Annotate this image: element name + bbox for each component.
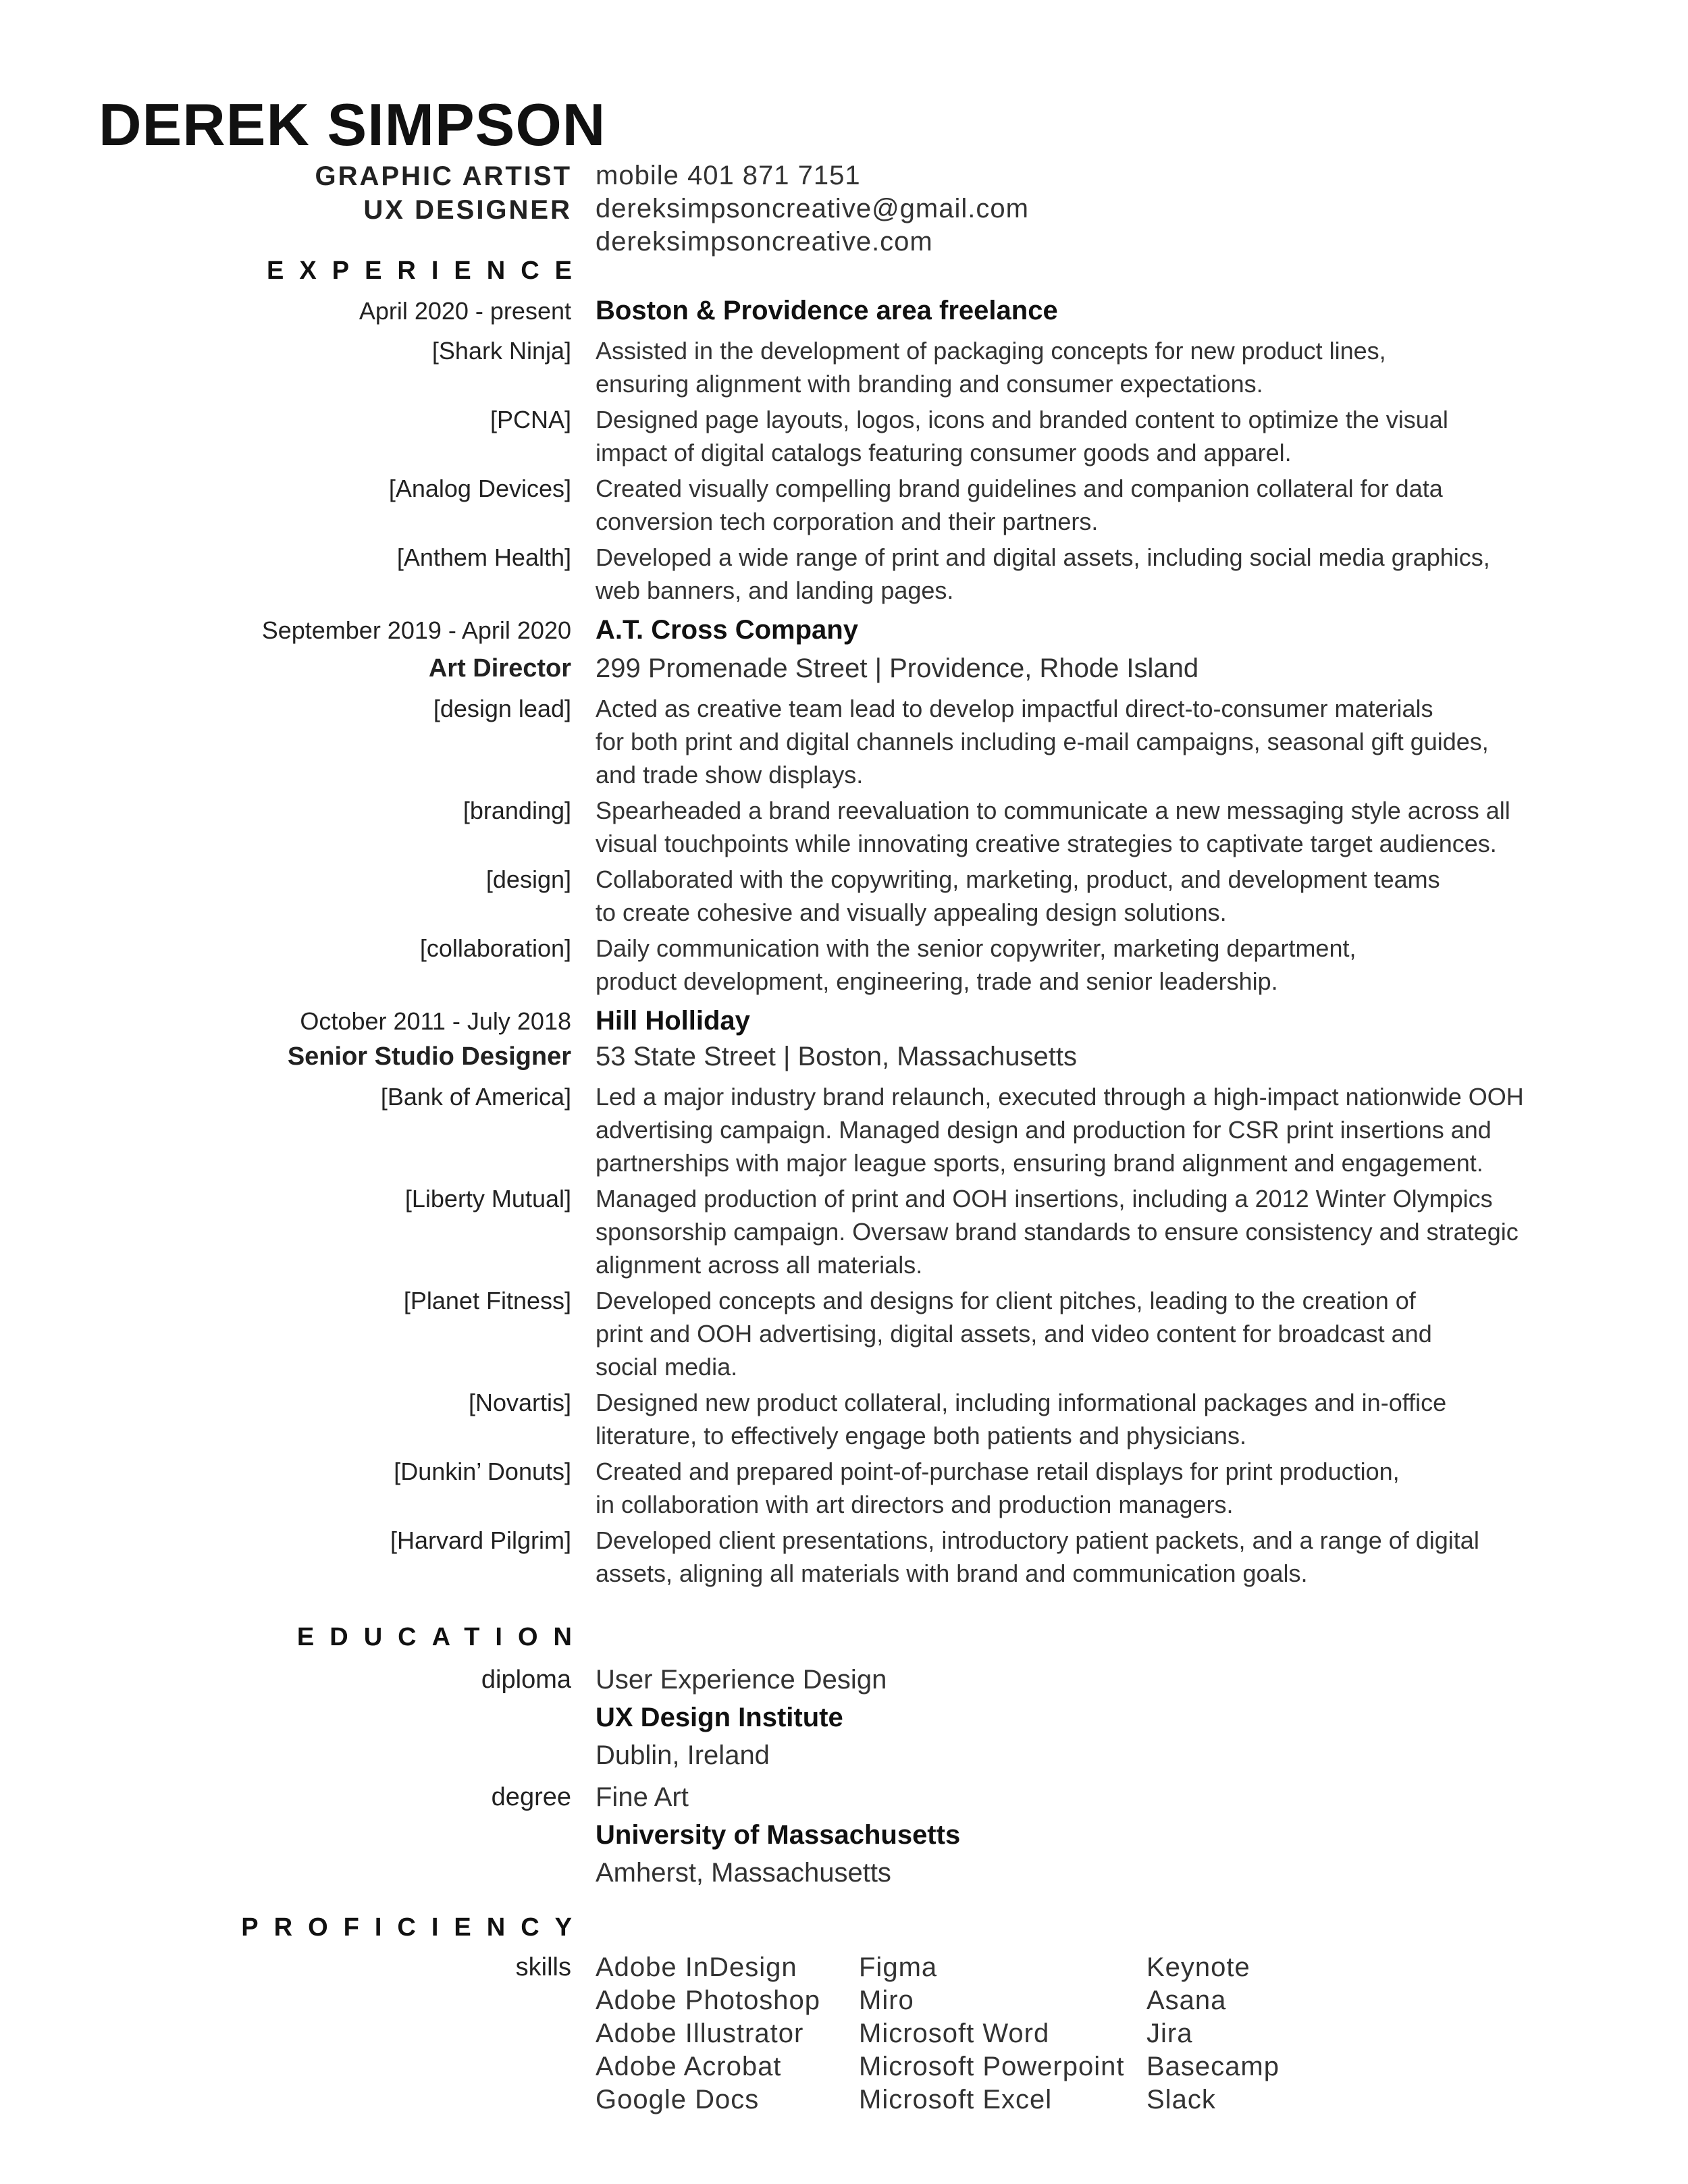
job-item-text <box>596 334 1595 400</box>
job-item <box>0 403 1688 469</box>
job-address: 53 State Street | Boston, Massachusetts <box>596 1042 1077 1071</box>
job-item <box>0 1386 1688 1452</box>
skill-item: Adobe Illustrator <box>596 2019 804 2048</box>
skill-item: Adobe InDesign <box>596 1952 797 1982</box>
education-section <box>0 1661 1688 1892</box>
skills-column <box>596 1951 859 2116</box>
job-item-text <box>596 692 1595 791</box>
contact-email[interactable]: dereksimpsoncreative@gmail.com <box>596 194 1029 223</box>
job-item-text <box>596 863 1595 929</box>
job-item-tag: [Liberty Mutual] <box>404 1185 571 1213</box>
job-item <box>0 334 1688 400</box>
job-item-tag: [Analog Devices] <box>388 475 571 502</box>
skill-item: Miro <box>859 1986 914 2015</box>
text-line: to create cohesive and visually appealing design solutions. <box>596 899 1227 926</box>
job-item <box>0 472 1688 538</box>
text-line: assets, aligning all materials with brand and communication goals. <box>596 1560 1308 1587</box>
skills-label: skills <box>515 1953 571 1981</box>
education-type: diploma <box>481 1666 571 1694</box>
skill-item: Microsoft Powerpoint <box>859 2052 1125 2081</box>
education-field: Fine Art <box>596 1782 689 1812</box>
job-title-row <box>0 652 1688 685</box>
job-item-text <box>596 541 1595 607</box>
job-item-text <box>596 932 1595 998</box>
job-item-tag: [Novartis] <box>468 1389 571 1416</box>
job-item <box>0 1284 1688 1383</box>
education-field: User Experience Design <box>596 1665 887 1695</box>
text-line: conversion tech corporation and their partners. <box>596 508 1099 535</box>
job-item <box>0 863 1688 929</box>
skills-row <box>0 1951 1688 2116</box>
job-dates: April 2020 - present <box>359 297 571 325</box>
job-item-tag: [Shark Ninja] <box>431 337 571 365</box>
skill-item: Basecamp <box>1146 2052 1280 2081</box>
job-item-text <box>596 1284 1595 1383</box>
text-line: Managed production of print and OOH insertions, including a 2012 Winter Olympics <box>596 1185 1493 1213</box>
text-line: visual touchpoints while innovating creative strategies to captivate target audiences. <box>596 830 1497 857</box>
job-item-text <box>596 794 1595 860</box>
job-item-tag: [Dunkin’ Donuts] <box>394 1458 571 1485</box>
text-line: product development, engineering, trade and senior leadership. <box>596 967 1278 995</box>
text-line: Developed concepts and designs for client pitches, leading to the creation of <box>596 1287 1416 1314</box>
education-details <box>596 1661 1595 1774</box>
job-item <box>0 1182 1688 1281</box>
education-institution: UX Design Institute <box>596 1703 843 1732</box>
job-header <box>0 1005 1688 1038</box>
skill-item: Figma <box>859 1952 938 1982</box>
section-heading-proficiency: PROFICIENCY <box>241 1913 587 1942</box>
skill-item: Microsoft Excel <box>859 2085 1053 2114</box>
skill-item: Adobe Photoshop <box>596 1986 821 2015</box>
text-line: partnerships with major league sports, ensuring brand alignment and engagement. <box>596 1149 1483 1177</box>
job-item <box>0 1524 1688 1590</box>
job-item-tag: [Anthem Health] <box>396 543 571 571</box>
text-line: for both print and digital channels including e-mail campaigns, seasonal gift guides, <box>596 728 1489 755</box>
skill-item: Asana <box>1146 1986 1227 2015</box>
job-item <box>0 541 1688 607</box>
skill-item: Jira <box>1146 2019 1193 2048</box>
text-line: advertising campaign. Managed design and production for CSR print insertions and <box>596 1116 1492 1144</box>
job-item-tag: [Harvard Pilgrim] <box>390 1526 571 1554</box>
job-title: Art Director <box>428 654 571 683</box>
job-item <box>0 692 1688 791</box>
text-line: literature, to effectively engage both patients and physicians. <box>596 1422 1246 1449</box>
education-entry <box>0 1661 1688 1774</box>
contact-mobile: mobile 401 871 7151 <box>596 161 861 190</box>
text-line: sponsorship campaign. Oversaw brand standards to ensure consistency and strategic <box>596 1218 1519 1246</box>
section-heading-experience: EXPERIENCE <box>267 257 587 285</box>
role-title: UX DESIGNER <box>363 195 572 225</box>
text-line: Developed a wide range of print and digital assets, including social media graphics, <box>596 543 1490 571</box>
skills-column <box>859 1951 1146 2116</box>
job-item-tag: [Bank of America] <box>380 1083 571 1111</box>
job-item-tag: [PCNA] <box>490 406 571 433</box>
job-title-row <box>0 1040 1688 1073</box>
text-line: Created visually compelling brand guidelines and companion collateral for data <box>596 475 1443 502</box>
job-item-tag: [collaboration] <box>419 934 571 962</box>
education-location: Dublin, Ireland <box>596 1740 770 1770</box>
job-item <box>0 1455 1688 1521</box>
education-type: degree <box>491 1783 571 1811</box>
skill-item: Slack <box>1146 2085 1216 2114</box>
job-item-tag: [design] <box>485 865 571 893</box>
text-line: in collaboration with art directors and production managers. <box>596 1491 1234 1518</box>
education-details <box>596 1778 1595 1892</box>
job-header <box>0 614 1688 647</box>
job-item-text <box>596 403 1595 469</box>
text-line: Spearheaded a brand reevaluation to communicate a new messaging style across all <box>596 797 1510 824</box>
education-location: Amherst, Massachusetts <box>596 1858 891 1888</box>
skills-column <box>1146 1951 1349 2116</box>
text-line: web banners, and landing pages. <box>596 577 954 604</box>
job-item-text <box>596 472 1595 538</box>
job-item-text <box>596 1386 1595 1452</box>
job-dates: September 2019 - April 2020 <box>261 616 571 644</box>
skill-item: Google Docs <box>596 2085 760 2114</box>
job-item-text <box>596 1524 1595 1590</box>
job-item-text <box>596 1182 1595 1281</box>
job-header <box>0 294 1688 327</box>
job-item-tag: [branding] <box>463 797 571 824</box>
role-title: GRAPHIC ARTIST <box>315 161 572 191</box>
text-line: social media. <box>596 1353 738 1381</box>
job-title: Senior Studio Designer <box>287 1042 571 1071</box>
job-item-tag: [Planet Fitness] <box>403 1287 571 1314</box>
text-line: print and OOH advertising, digital assets, and video content for broadcast and <box>596 1320 1432 1348</box>
job-item-tag: [design lead] <box>433 695 571 722</box>
role-titles <box>315 159 572 227</box>
text-line: and trade show displays. <box>596 761 864 789</box>
text-line: Daily communication with the senior copywriter, marketing department, <box>596 934 1356 962</box>
education-entry <box>0 1778 1688 1892</box>
contact-website[interactable]: dereksimpsoncreative.com <box>596 227 933 257</box>
skill-item: Keynote <box>1146 1952 1250 1982</box>
section-heading-education: EDUCATION <box>296 1623 587 1651</box>
job-dates: October 2011 - July 2018 <box>300 1007 571 1035</box>
job-company: Boston & Providence area freelance <box>596 296 1058 325</box>
text-line: Collaborated with the copywriting, marketing, product, and development teams <box>596 865 1440 893</box>
text-line: Acted as creative team lead to develop impactful direct-to-consumer materials <box>596 695 1433 722</box>
text-line: ensuring alignment with branding and consumer expectations. <box>596 370 1263 398</box>
text-line: Led a major industry brand relaunch, executed through a high-impact nationwide OOH <box>596 1083 1524 1111</box>
text-line: Designed page layouts, logos, icons and branded content to optimize the visual <box>596 406 1448 433</box>
text-line: Designed new product collateral, including informational packages and in-office <box>596 1389 1447 1416</box>
text-line: alignment across all materials. <box>596 1251 923 1279</box>
text-line: impact of digital catalogs featuring consumer goods and apparel. <box>596 439 1292 467</box>
job-item-text <box>596 1080 1595 1179</box>
skill-item: Adobe Acrobat <box>596 2052 782 2081</box>
job-item <box>0 794 1688 860</box>
skill-item: Microsoft Word <box>859 2019 1050 2048</box>
job-item <box>0 1080 1688 1179</box>
education-institution: University of Massachusetts <box>596 1820 961 1850</box>
job-address: 299 Promenade Street | Providence, Rhode Island <box>596 654 1199 683</box>
job-company: Hill Holliday <box>596 1006 750 1036</box>
job-item-text <box>596 1455 1595 1521</box>
proficiency-section <box>0 1951 1688 2116</box>
text-line: Assisted in the development of packaging concepts for new product lines, <box>596 337 1386 365</box>
skills-grid <box>596 1951 1349 2116</box>
text-line: Created and prepared point-of-purchase retail displays for print production, <box>596 1458 1400 1485</box>
candidate-name: DEREK SIMPSON <box>99 91 606 158</box>
text-line: Developed client presentations, introductory patient packets, and a range of digital <box>596 1526 1479 1554</box>
contact-info <box>596 159 1029 259</box>
job-item <box>0 932 1688 998</box>
job-company: A.T. Cross Company <box>596 615 858 645</box>
experience-section <box>0 294 1688 1590</box>
